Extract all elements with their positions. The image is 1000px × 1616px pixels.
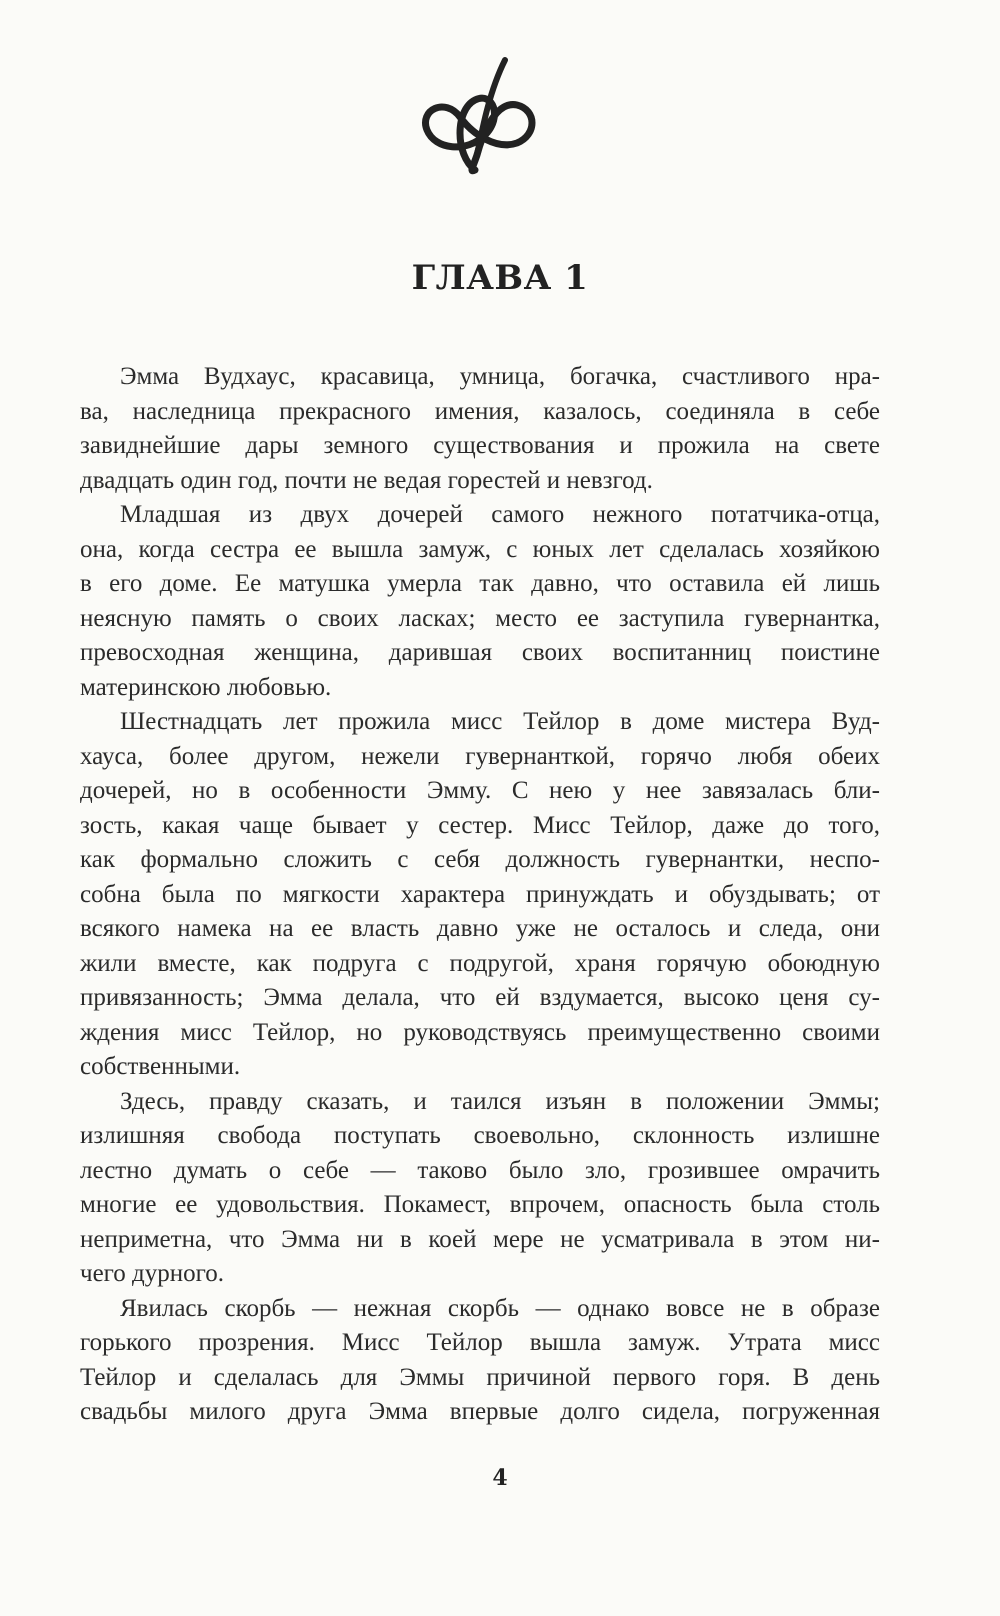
paragraph xyxy=(80,1292,880,1430)
text-line: неприметна, что Эмма ни в коей мере не усматривала в этом ни- xyxy=(80,1225,880,1253)
text-line: всякого намека на ее власть давно уже не осталось и следа, они xyxy=(80,915,880,942)
text-line: чего дурного. xyxy=(80,1260,225,1287)
text-line: двадцать один год, почти не ведая горестей и невзгод. xyxy=(80,466,653,494)
text-line: Шестнадцать лет прожила мисс Тейлор в доме мистера Вуд- xyxy=(120,708,880,735)
text-line: ва, наследница прекрасного имения, казалось, соединяла в себе xyxy=(80,397,880,425)
text-line: излишняя свобода поступать своевольно, склонность излишне xyxy=(80,1122,880,1149)
text-line: жили вместе, как подруга с подругой, храня горячую обоюдную xyxy=(80,949,880,977)
body-text xyxy=(80,360,880,1430)
text-line: свадьбы милого друга Эмма впервые долго сидела, погруженная xyxy=(80,1398,880,1425)
text-line: Здесь, правду сказать, и таился изъян в положении Эммы; xyxy=(120,1087,880,1115)
text-line: Тейлор и сделалась для Эммы причиной первого горя. В день xyxy=(80,1363,880,1391)
paragraph xyxy=(80,1085,880,1292)
text-line: в его доме. Ее матушка умерла так давно, что оставила ей лишь xyxy=(80,570,880,597)
page-number: 4 xyxy=(492,1465,508,1491)
text-line: превосходная женщина, дарившая своих воспитанниц поистине xyxy=(80,639,880,666)
text-line: как формально сложить с себя должность гувернантки, неспо- xyxy=(80,846,880,873)
text-line: горького прозрения. Мисс Тейлор вышла замуж. Утрата мисс xyxy=(80,1329,880,1356)
text-line: ждения мисс Тейлор, но руководствуясь преимущественно своими xyxy=(80,1018,880,1046)
text-line: многие ее удовольствия. Покамест, впрочем, опасность была столь xyxy=(80,1191,880,1218)
text-line: лестно думать о себе — таково было зло, грозившее омрачить xyxy=(80,1156,880,1184)
paragraph xyxy=(80,498,880,705)
text-line: она, когда сестра ее вышла замуж, с юных лет сделалась хозяйкою xyxy=(80,535,880,563)
text-line: собственными. xyxy=(80,1053,241,1080)
text-line: собна была по мягкости характера принуждать и обуздывать; от xyxy=(80,880,880,908)
text-line: хауса, более другом, нежели гувернанткой, горячо любя обеих xyxy=(80,742,880,770)
text-line: Эмма Вудхаус, красавица, умница, богачка, счастливого нра- xyxy=(120,363,880,390)
paragraph xyxy=(80,705,880,1085)
text-line: неясную память о своих ласках; место ее заступила гувернантка, xyxy=(80,604,880,632)
text-line: Младшая из двух дочерей самого нежного потатчика-отца, xyxy=(120,501,880,528)
chapter-ornament-icon xyxy=(415,55,545,180)
chapter-title: ГЛАВА 1 xyxy=(411,258,589,298)
paragraph xyxy=(80,360,880,498)
text-line: зость, какая чаще бывает у сестер. Мисс Тейлор, даже до того, xyxy=(80,811,880,839)
text-line: завиднейшие дары земного существования и прожила на свете xyxy=(80,432,880,459)
text-line: Явилась скорбь — нежная скорбь — однако вовсе не в образе xyxy=(120,1294,880,1322)
text-line: привязанность; Эмма делала, что ей вздумается, высоко ценя су- xyxy=(80,984,880,1011)
text-line: материнскою любовью. xyxy=(80,673,332,701)
text-line: дочерей, но в особенности Эмму. С нею у нее завязалась бли- xyxy=(80,777,880,804)
